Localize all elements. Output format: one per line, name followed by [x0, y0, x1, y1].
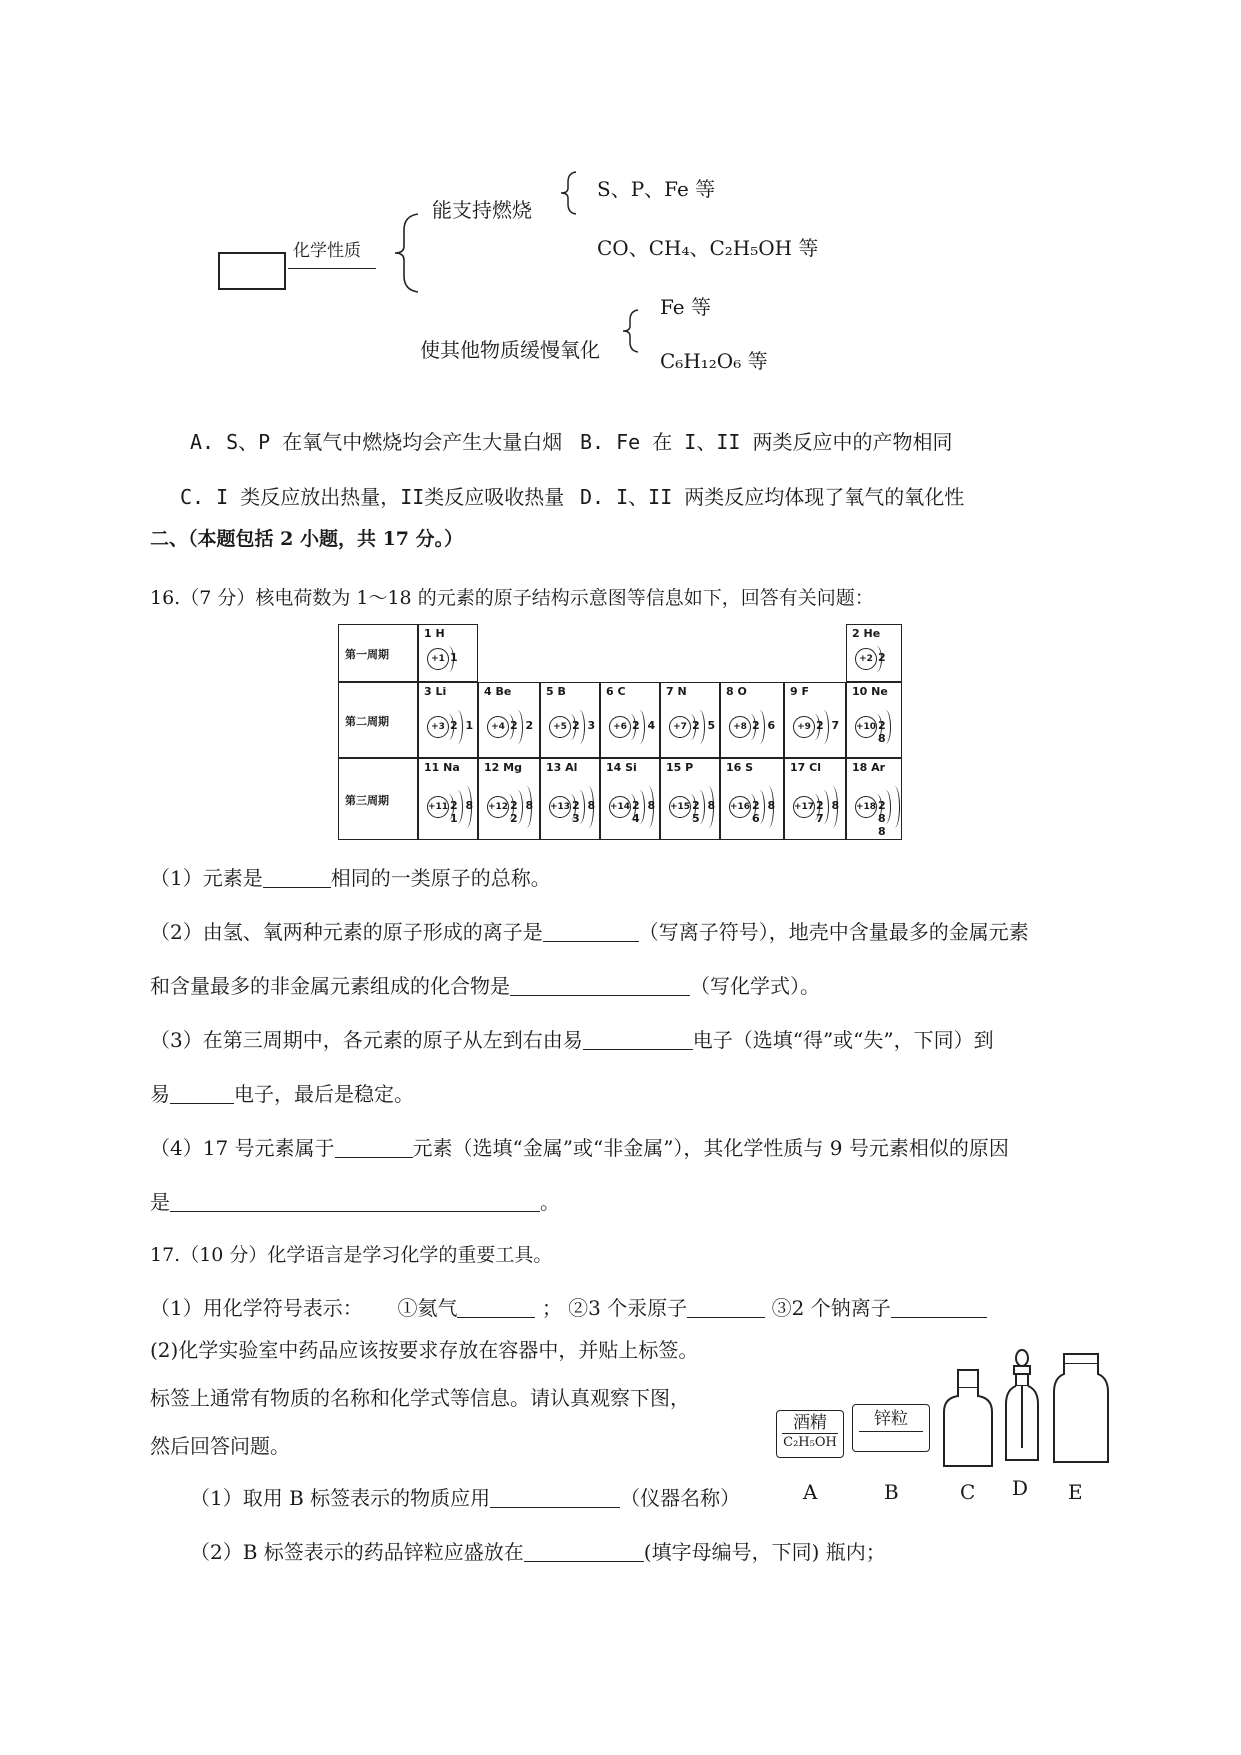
element-symbol: 8 O: [726, 685, 747, 698]
element-cell: [418, 624, 478, 682]
element-cell: [478, 682, 540, 758]
branch1-item-a: S、P、Fe 等: [597, 177, 716, 201]
shell-electrons: 2 8 5: [692, 799, 718, 825]
letter-b: B: [884, 1480, 899, 1504]
q16-part3-line1: [150, 1024, 994, 1053]
nucleus-icon: +11: [427, 796, 449, 818]
element-cell: [720, 758, 784, 840]
q16-stem: 16.（7 分）核电荷数为 1～18 的元素的原子结构示意图等信息如下，回答有关问题：: [150, 587, 874, 609]
q17-s2-text-b: (填字母编号，下同) 瓶内；: [643, 1540, 886, 1564]
label-a-formula: C₂H₅OH: [783, 1435, 837, 1450]
q17-blank-helium[interactable]: [457, 1297, 535, 1318]
shell-electrons: 2 8 2: [510, 799, 536, 825]
q16-part3-line2: [150, 1078, 414, 1107]
element-cell: [720, 682, 784, 758]
nucleus-icon: +6: [609, 716, 631, 738]
period-header: [338, 682, 418, 758]
shell-electrons: 2: [878, 651, 888, 664]
shell-electrons: 2 1: [450, 719, 476, 732]
element-symbol: 15 P: [666, 761, 694, 774]
shell-electrons: 2 6: [752, 719, 778, 732]
branch1-brace: [558, 170, 580, 216]
q17-s1-blank[interactable]: [490, 1487, 620, 1508]
shell-electrons: 2 8 4: [632, 799, 658, 825]
element-cell: [846, 682, 902, 758]
q17-p1-text-d: ③2 个钠离子: [771, 1296, 891, 1320]
branch2-label: 使其他物质缓慢氧化: [420, 338, 600, 362]
nucleus-icon: +4: [487, 716, 509, 738]
element-cell: [478, 758, 540, 840]
shell-electrons: 2 5: [692, 719, 718, 732]
period-header: [338, 624, 418, 682]
q17-part2-line1: (2)化学实验室中药品应该按要求存放在容器中，并贴上标签。: [150, 1338, 699, 1362]
branch2-item-b: C₆H₁₂O₆ 等: [660, 349, 768, 373]
period-label: 第二周期: [345, 715, 389, 728]
shell-electrons: 2 7: [816, 719, 842, 732]
element-symbol: 14 Si: [606, 761, 637, 774]
nucleus-icon: +17: [793, 796, 815, 818]
shell-electrons: 2 8 8: [878, 799, 888, 838]
element-symbol: 2 He: [852, 627, 881, 640]
q17-part1: [150, 1292, 987, 1321]
option-a: A. S、P 在氧气中燃烧均会产生大量白烟: [190, 430, 563, 454]
q17-p1-text-c: ； ②3 个汞原子: [541, 1296, 688, 1320]
q16-p1-blank[interactable]: [263, 867, 331, 888]
label-a: [776, 1410, 844, 1458]
element-cell: [600, 682, 660, 758]
shell-electrons: 2 8 1: [450, 799, 476, 825]
branch1-item-b: CO、CH₄、C₂H₅OH 等: [597, 236, 819, 260]
letter-c: C: [960, 1480, 976, 1504]
q16-p4-blank-1[interactable]: [335, 1137, 413, 1158]
nucleus-icon: +16: [729, 796, 751, 818]
element-cell: [540, 682, 600, 758]
periodic-table: [338, 624, 898, 840]
letter-e: E: [1068, 1480, 1083, 1504]
element-symbol: 12 Mg: [484, 761, 522, 774]
nucleus-icon: +14: [609, 796, 631, 818]
element-cell: [846, 624, 902, 682]
option-c: C. I 类反应放出热量，II类反应吸收热量: [180, 485, 565, 509]
period-header: [338, 758, 418, 840]
nucleus-icon: +9: [793, 716, 815, 738]
element-symbol: 10 Ne: [852, 685, 888, 698]
element-symbol: 7 N: [666, 685, 687, 698]
q16-part4-line2: [150, 1186, 560, 1215]
q16-p1-text-b: 相同的一类原子的总称。: [330, 866, 551, 890]
period-label: 第三周期: [345, 794, 389, 807]
q16-p2-text-a: （2）由氢、氧两种元素的原子形成的离子是: [150, 920, 543, 944]
q16-p3-text-a: （3）在第三周期中，各元素的原子从左到右由易: [150, 1028, 583, 1052]
q17-stem: 17.（10 分）化学语言是学习化学的重要工具。: [150, 1244, 553, 1266]
element-symbol: 3 Li: [424, 685, 447, 698]
label-b-name: 锌粒: [859, 1407, 923, 1432]
q16-part2-line2: [150, 970, 820, 999]
q16-p3-text-b: 电子（选填“得”或“失”，下同）到: [692, 1028, 994, 1052]
main-brace: [392, 212, 422, 294]
q17-part2-line2: 标签上通常有物质的名称和化学式等信息。请认真观察下图，: [150, 1386, 690, 1410]
element-symbol: 13 Al: [546, 761, 578, 774]
option-b: B. Fe 在 I、II 两类反应中的产物相同: [580, 430, 953, 454]
bottle-d-icon: [1002, 1348, 1042, 1466]
element-cell: [418, 682, 478, 758]
nucleus-icon: +18: [855, 796, 877, 818]
element-cell: [600, 758, 660, 840]
q17-s1-text-a: （1）取用 B 标签表示的物质应用: [190, 1486, 491, 1510]
element-symbol: 18 Ar: [852, 761, 886, 774]
nucleus-icon: +5: [549, 716, 571, 738]
shell-electrons: 2 8: [878, 719, 888, 745]
element-cell: [784, 682, 846, 758]
chem-prop-label: 化学性质: [293, 241, 361, 261]
letter-a: A: [803, 1480, 818, 1504]
q16-p2-text-d: （写化学式）。: [690, 974, 820, 998]
element-symbol: 16 S: [726, 761, 754, 774]
q16-p4-text-c: 是: [150, 1190, 170, 1214]
nucleus-icon: +13: [549, 796, 571, 818]
chem-prop-line: [288, 268, 376, 269]
shell-electrons: 2 8 7: [816, 799, 842, 825]
q16-part2-line1: [150, 916, 1029, 945]
q17-p1-text-a: （1）用化学符号表示：: [150, 1296, 363, 1320]
q17-part2-line3: 然后回答问题。: [150, 1434, 290, 1458]
shell-electrons: 2 8 3: [572, 799, 598, 825]
shell-electrons: 2 8 6: [752, 799, 778, 825]
bottle-e-icon: [1050, 1352, 1112, 1466]
period-label: 第一周期: [345, 648, 389, 661]
q16-part4-line1: [150, 1132, 1009, 1161]
nucleus-icon: +8: [729, 716, 751, 738]
oxygen-box: [218, 252, 286, 290]
q16-p4-text-a: （4）17 号元素属于: [150, 1136, 335, 1160]
q17-sub1: [190, 1482, 740, 1511]
element-symbol: 5 B: [546, 685, 566, 698]
branch2-item-a: Fe 等: [660, 295, 711, 319]
shell-electrons: 1: [450, 651, 460, 664]
shell-electrons: 2 3: [572, 719, 598, 732]
q16-p3-blank-1[interactable]: [583, 1029, 693, 1050]
q17-p1-text-b: ①氦气: [397, 1296, 458, 1320]
q16-p3-text-c: 易: [150, 1082, 170, 1106]
element-cell: [660, 758, 720, 840]
q17-blank-sodium[interactable]: [891, 1297, 987, 1318]
bottle-c-icon: [940, 1368, 996, 1470]
element-symbol: 4 Be: [484, 685, 512, 698]
nucleus-icon: +15: [669, 796, 691, 818]
q16-p4-text-d: 。: [540, 1190, 560, 1214]
element-symbol: 11 Na: [424, 761, 460, 774]
q16-p4-blank-2[interactable]: [170, 1191, 540, 1212]
element-symbol: 9 F: [790, 685, 809, 698]
element-symbol: 17 Cl: [790, 761, 821, 774]
q16-p3-blank-2[interactable]: [170, 1083, 234, 1104]
q16-p2-text-c: 和含量最多的非金属元素组成的化合物是: [150, 974, 510, 998]
shell-electrons: 2 2: [510, 719, 536, 732]
element-symbol: 1 H: [424, 627, 445, 640]
nucleus-icon: +3: [427, 716, 449, 738]
q16-p4-text-b: 元素（选填“金属”或“非金属”），其化学性质与 9 号元素相似的原因: [412, 1136, 1009, 1160]
nucleus-icon: +10: [855, 716, 877, 738]
q16-p2-blank-formula[interactable]: [510, 975, 690, 996]
nucleus-icon: +1: [427, 648, 449, 670]
nucleus-icon: +12: [487, 796, 509, 818]
q16-part1: [150, 862, 551, 891]
q17-s2-blank[interactable]: [524, 1541, 644, 1562]
element-cell: [418, 758, 478, 840]
element-cell: [846, 758, 902, 840]
q17-s1-text-b: （仪器名称）: [620, 1486, 741, 1510]
q16-p2-text-b: （写离子符号），地壳中含量最多的金属元素: [638, 920, 1029, 944]
nucleus-icon: +7: [669, 716, 691, 738]
element-cell: [540, 758, 600, 840]
label-a-name: 酒精: [782, 1413, 838, 1434]
q16-p2-blank-ion[interactable]: [543, 921, 639, 942]
q17-sub2: [190, 1536, 886, 1565]
q16-p1-text-a: （1）元素是: [150, 866, 263, 890]
shell-electrons: 2 4: [632, 719, 658, 732]
branch2-brace: [620, 308, 642, 354]
nucleus-icon: +2: [855, 648, 877, 670]
label-b: [852, 1404, 930, 1452]
q16-p3-text-d: 电子，最后是稳定。: [234, 1082, 414, 1106]
option-d: D. I、II 两类反应均体现了氧气的氧化性: [580, 485, 965, 509]
q17-blank-mercury[interactable]: [687, 1297, 765, 1318]
element-cell: [784, 758, 846, 840]
letter-d: D: [1012, 1476, 1029, 1500]
branch1-label: 能支持燃烧: [432, 198, 532, 222]
element-cell: [660, 682, 720, 758]
q17-s2-text-a: （2）B 标签表示的药品锌粒应盛放在: [190, 1540, 524, 1564]
section-heading: 二、（本题包括 2 小题，共 17 分。）: [150, 528, 464, 550]
element-symbol: 6 C: [606, 685, 626, 698]
